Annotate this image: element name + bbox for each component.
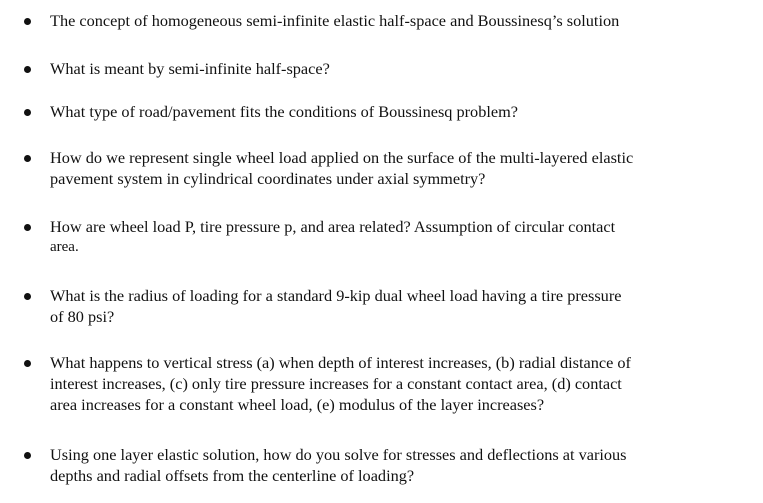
list-item-text: What type of road/pavement fits the conditions of Boussinesq problem?: [50, 102, 518, 121]
list-item: [24, 10, 724, 31]
list-item-text: The concept of homogeneous semi-infinite elastic half-space and Boussinesq’s solution: [50, 11, 620, 30]
list-item-text: What happens to vertical stress (a) when depth of interest increases, (b) radial distance of interest increases, (c) only tire pressure increases for a constant contact area, (d) contact area increases for a constant wheel load, (e) modulus of the layer increases?: [50, 353, 631, 414]
bullet-icon: [24, 224, 31, 231]
list-item-text: What is meant by semi-infinite half-space?: [50, 59, 330, 78]
list-item-text: Using one layer elastic solution, how do you solve for stresses and deflections at various depths and radial offsets from the centerline of loading?: [50, 445, 627, 485]
list-item-text: What is the radius of loading for a standard 9-kip dual wheel load having a tire pressure of 80 psi?: [50, 286, 622, 326]
list-item-text: How do we represent single wheel load applied on the surface of the multi-layered elastic pavement system in cylindrical coordinates under axial symmetry?: [50, 148, 634, 188]
bullet-icon: [24, 66, 31, 73]
list-item: [24, 147, 724, 189]
list-item: [24, 58, 724, 79]
bullet-icon: [24, 109, 31, 116]
bullet-icon: [24, 155, 31, 162]
bullet-icon: [24, 452, 31, 459]
bullet-icon: [24, 293, 31, 300]
list-item: [24, 444, 724, 486]
bullet-icon: [24, 360, 31, 367]
list-item: [24, 216, 724, 258]
list-item: [24, 101, 724, 122]
list-item-text: How are wheel load P, tire pressure p, and area related? Assumption of circular contact area.: [50, 217, 616, 255]
list-item: [24, 352, 724, 415]
list-item: [24, 285, 724, 327]
bullet-icon: [24, 18, 31, 25]
